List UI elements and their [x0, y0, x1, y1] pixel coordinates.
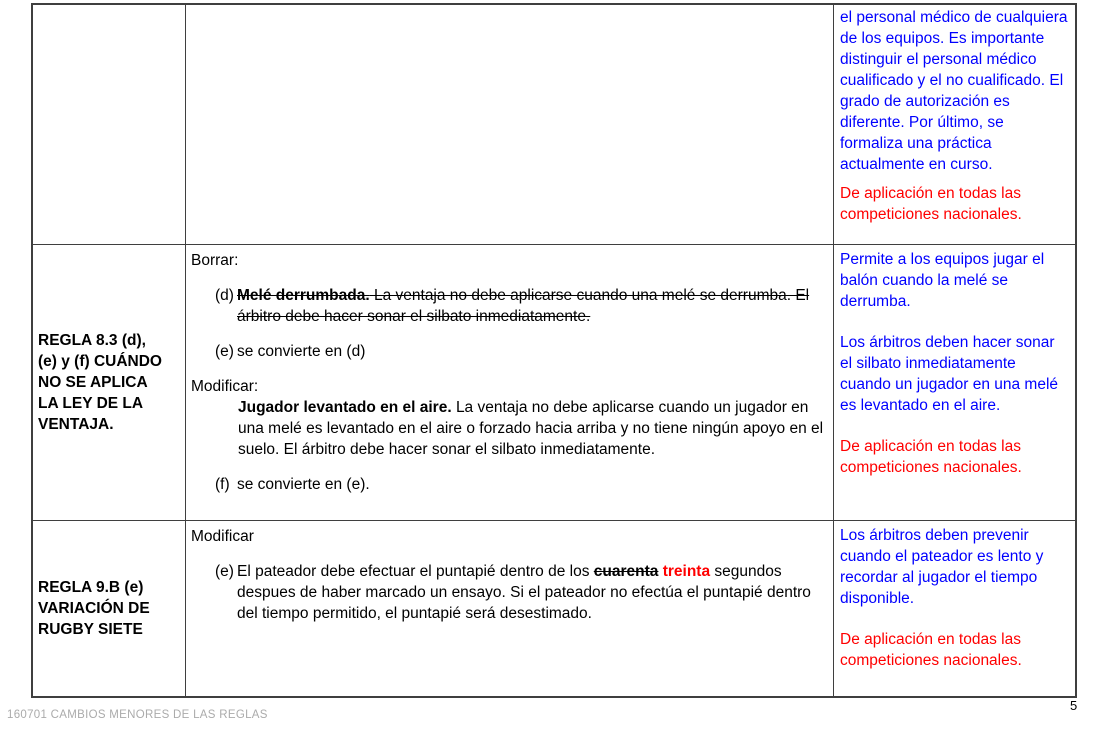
item-text: El pateador debe efectuar el puntapié dentro de los cuarenta treinta segundos despues de haber marcado un ensayo. Si el pateador no efectúa el puntapié dentro del tiempo permitido, el puntapié será desestimado. — [237, 563, 811, 622]
change-item-d — [191, 285, 825, 327]
rule-name-cell-regla-8-3 — [33, 245, 186, 521]
rule-name-line: VARIACIÓN DE — [38, 600, 150, 617]
change-heading-borrar: Borrar: — [191, 252, 239, 269]
change-item-e — [191, 341, 825, 362]
rule-name-line: REGLA 8.3 (d), — [38, 332, 146, 349]
note-red-application: De aplicación en todas las competiciones nacionales. — [840, 631, 1022, 669]
change-item-f — [191, 474, 825, 495]
change-paragraph: Jugador levantado en el aire. La ventaja no debe aplicarse cuando un jugador en una melé es levantado en el aire o forzado hacia arriba y no tiene ningún apoyo en el suelo. El árbitro debe hacer sonar el silbato inmediatamente. — [238, 399, 824, 458]
change-cell-continuation — [186, 5, 834, 245]
change-cell-regla-9b — [186, 521, 834, 696]
note-blue-paragraph: Los árbitros deben hacer sonar el silbato inmediatamente cuando un jugador en una melé es levantado en el aire. — [840, 334, 1059, 414]
note-red-application: De aplicación en todas las competiciones nacionales. — [840, 185, 1022, 223]
rule-name-line: NO SE APLICA — [38, 374, 148, 391]
rule-name-line: LA LEY DE LA — [38, 395, 144, 412]
rule-name-line: REGLA 9.B (e) — [38, 579, 144, 596]
footer-doc-ref: 160701 CAMBIOS MENORES DE LAS REGLAS — [7, 709, 268, 721]
rule-name-line: VENTAJA. — [38, 416, 114, 433]
change-heading-modificar: Modificar — [191, 528, 254, 545]
change-heading-modificar: Modificar: — [191, 378, 259, 395]
note-red-application: De aplicación en todas las competiciones nacionales. — [840, 438, 1022, 476]
rule-name-cell-continuation — [33, 5, 186, 245]
notes-cell-regla-9b — [834, 521, 1075, 696]
item-text: Melé derrumbada. La ventaja no debe aplicarse cuando una melé se derrumba. El árbitro debe hacer sonar el silbato inmediatamente. — [237, 287, 810, 325]
item-text: se convierte en (d) — [237, 343, 366, 360]
rule-name-cell-regla-9b — [33, 521, 186, 696]
item-text: se convierte en (e). — [237, 476, 370, 493]
deleted-word: cuarenta — [593, 563, 659, 580]
item-marker: (e) — [215, 563, 234, 580]
item-marker: (e) — [215, 343, 234, 360]
note-blue-paragraph: el personal médico de cualquiera de los equipos. Es importante distinguir el personal médico cualificado y el no cualificado. El grado de autorización es diferente. Por último, se formaliza una práctica actualmente en curso. — [840, 9, 1068, 173]
rule-name-line: RUGBY SIETE — [38, 621, 143, 638]
page-number: 5 — [1070, 698, 1078, 713]
change-item-e — [191, 561, 825, 624]
notes-cell-regla-8-3 — [834, 245, 1075, 521]
note-blue-paragraph: Los árbitros deben prevenir cuando el pateador es lento y recordar al jugador el tiempo disponible. — [840, 527, 1044, 607]
item-marker: (d) — [215, 287, 234, 304]
note-blue-paragraph: Permite a los equipos jugar el balón cuando la melé se derrumba. — [840, 251, 1045, 310]
rule-name-line: (e) y (f) CUÁNDO — [38, 353, 162, 370]
rules-table — [31, 3, 1077, 698]
item-marker: (f) — [215, 476, 230, 493]
change-cell-regla-8-3 — [186, 245, 834, 521]
notes-cell-continuation — [834, 5, 1075, 245]
replacement-word: treinta — [662, 563, 711, 580]
